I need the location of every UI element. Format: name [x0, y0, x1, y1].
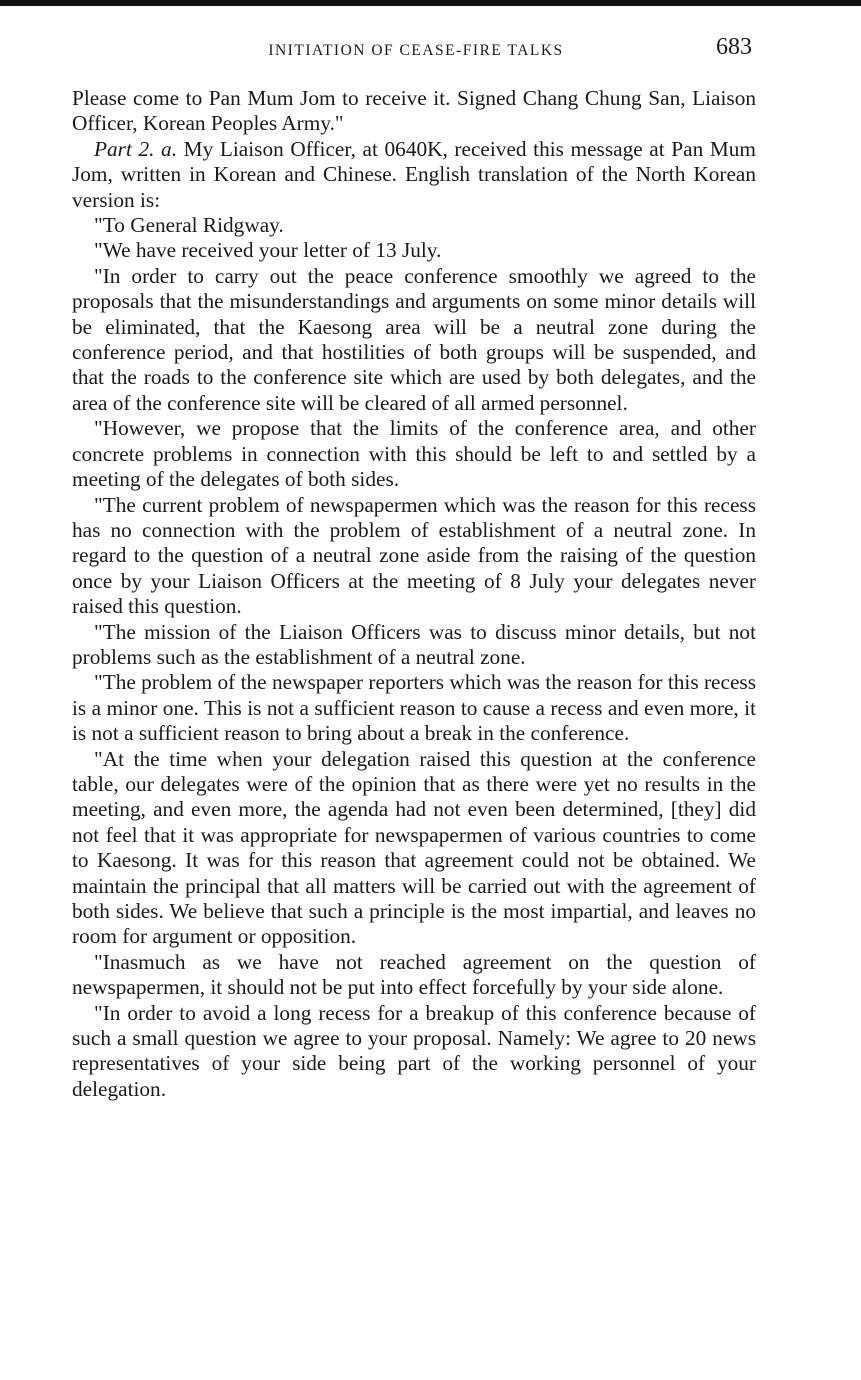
paragraph: "The current problem of newspapermen which was the reason for this recess has no connection with the problem of establishment of a neutral zone. In regard to the question of a neutral zone aside from the raising of the question once by your Liaison Officers at the meeting of 8 July your delegates never raised this question.: [72, 492, 756, 619]
paragraph: "However, we propose that the limits of the conference area, and other concrete problems in connection with this should be left to and settled by a meeting of the delegates of both sides.: [72, 416, 756, 492]
paragraph: "The problem of the newspaper reporters which was the reason for this recess is a minor one. This is not a sufficient reason to cause a recess and even more, it is not a sufficient reason to bring about a break in the conference.: [72, 670, 756, 746]
paragraph: "We have received your letter of 13 July.: [94, 238, 442, 263]
paragraph: "In order to carry out the peace conference smoothly we agreed to the proposals that the misunderstandings and arguments on some minor details will be eliminated, that the Kaesong area will be a neutral zone during the conference period, and that hostilities of both groups will be suspended, and that the roads to the conference site which are used by both delegates, and the area of the conference site will be cleared of all armed personnel.: [72, 263, 756, 415]
paragraph-part-2a: [72, 137, 756, 213]
paragraph: "Inasmuch as we have not reached agreement on the question of newspapermen, it should not be put into effect forcefully by your side alone.: [72, 949, 756, 1000]
page-header: [72, 34, 760, 74]
body-text: [72, 86, 756, 1102]
paragraph: "In order to avoid a long recess for a breakup of this conference because of such a small question we agree to your proposal. Namely: We agree to 20 news representatives of your side being part of the working personnel of your delegation.: [72, 1000, 756, 1101]
paragraph: "To General Ridgway.: [94, 213, 284, 238]
page-number: 683: [716, 34, 752, 60]
paragraph: "At the time when your delegation raised this question at the conference table, our delegates were of the opinion that as there were yet no results in the meeting, and even more, the agenda had not even been determined, [they] did not feel that it was appropriate for newspapermen of various countries to come to Kaesong. It was for this reason that agreement could not be obtained. We maintain the principal that all matters will be carried out with the agreement of both sides. We believe that such a principle is the most impartial, and leaves no room for argument or opposition.: [72, 746, 756, 949]
running-head: INITIATION OF CEASE-FIRE TALKS: [268, 42, 564, 59]
subheading: Part 2. a.: [94, 136, 178, 161]
paragraph-text: My Liaison Officer, at 0640K, received this message at Pan Mum Jom, written in Korean and Chinese. English translation of the North Korean version is:: [72, 136, 756, 212]
top-border-rule: [0, 0, 861, 6]
paragraph: Please come to Pan Mum Jom to receive it. Signed Chang Chung San, Liaison Officer, Korean Peoples Army.": [72, 86, 756, 136]
paragraph: "The mission of the Liaison Officers was to discuss minor details, but not problems such as the establishment of a neutral zone.: [72, 619, 756, 669]
